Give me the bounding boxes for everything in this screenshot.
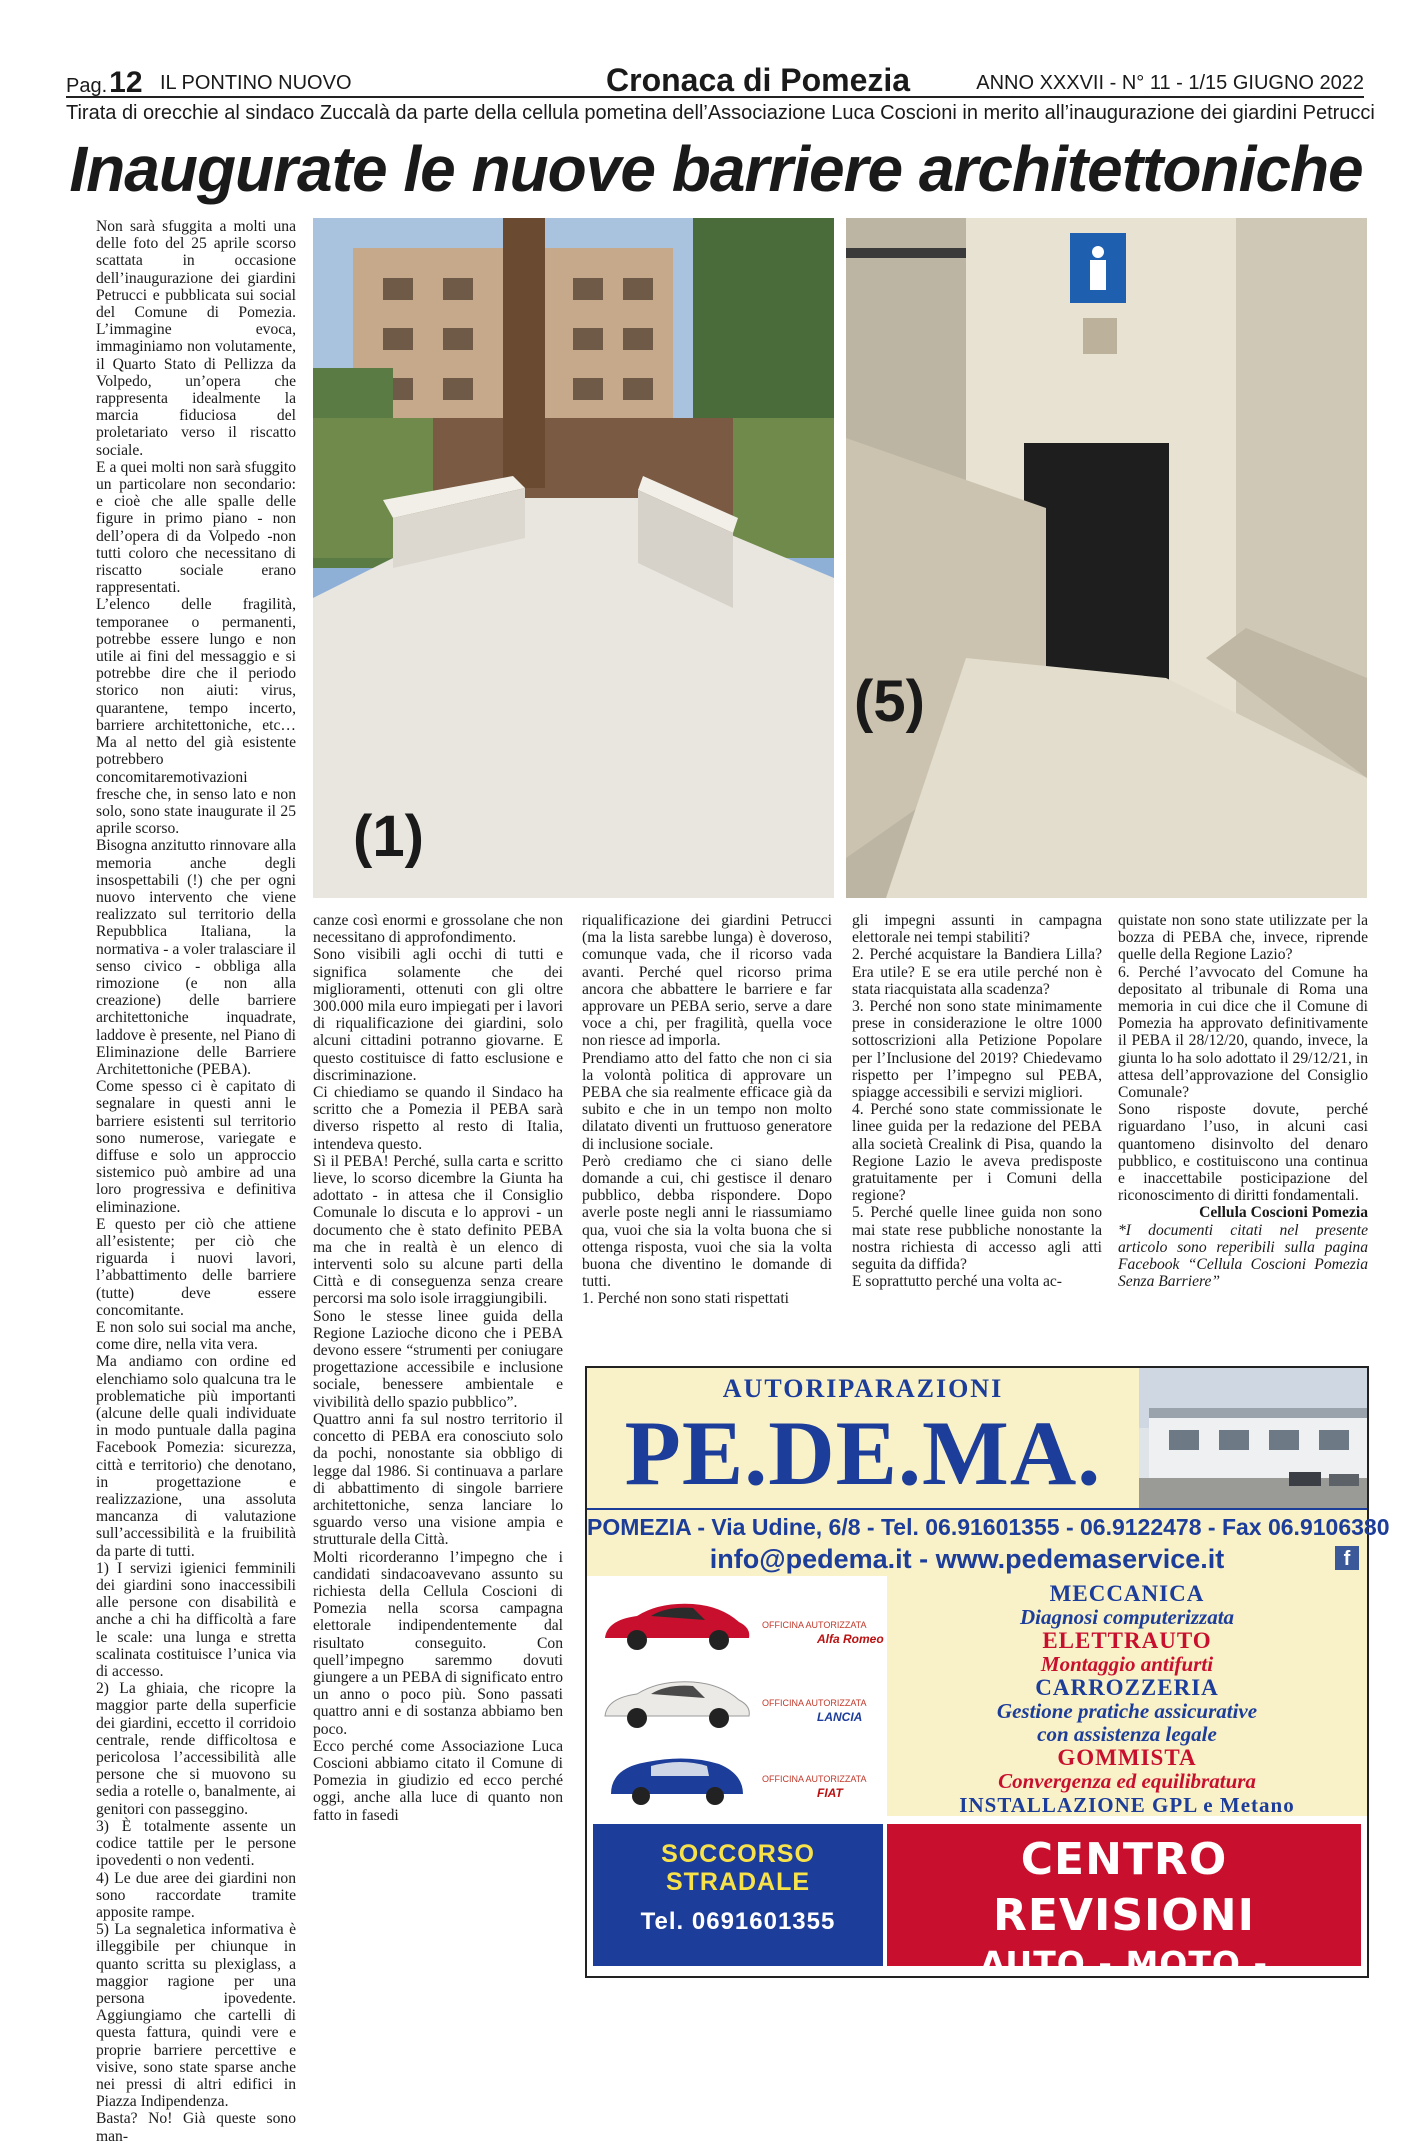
article-paragraph: 5. Perché quelle linee guida non sono mai state rese pubbliche nonostante la nostra richiesta di accesso agli atti seguita da diffida? [852, 1204, 1102, 1274]
section-title: Cronaca di Pomezia [606, 62, 911, 98]
ad-brand-name: PE.DE.MA. [624, 1402, 1102, 1504]
article-footnote: *I documenti citati nel presente articolo sono reperibili sulla pagina Facebook “Cellula Coscioni Pomezia Senza Barriere” [1118, 1221, 1368, 1291]
photo-5-label: (5) [854, 669, 925, 734]
article-signature: Cellula Coscioni Pomezia [1199, 1204, 1368, 1222]
article-paragraph: Molti ricorderanno l’impegno che i candidati sindacoavevano assunto su richiesta della Cellula Coscioni di Pomezia nella scorsa campagna elettorale indipendentemente dal risultato conseguito. Con quell’impegno saremmo dovuti giungere a un PEBA di significato entro un anno o poco più. Sono passati quattro anni e di sostanza abbiamo ben poco. [313, 1548, 563, 1738]
photo-garden-path [313, 218, 834, 898]
article-paragraph: 3) È totalmente assente un codice tattile per le persone ipovedenti o non vedenti. [96, 1817, 296, 1870]
article-paragraph: 2. Perché acquistare la Bandiera Lilla? Era utile? E se era utile perché non è stata riacquistata alla scadenza? [852, 946, 1102, 998]
article-paragraph: Però crediamo che ci siano delle domande a cui, chi gestisce il denaro pubblico, debba rispondere. Dopo averle poste negli anni le riassumiamo qua, vuoi che sia la volta buona che si ottenga risposta, vuoi che sia la volta buona che diventino le domande di tutti. [582, 1152, 832, 1291]
ad-subtitle: AUTORIPARAZIONI [722, 1374, 1004, 1403]
page-number-label: Pag.12 [66, 66, 143, 99]
centro-revisioni-title: CENTRO REVISIONI [992, 1834, 1256, 1941]
article-paragraph: gli impegni assunti in campagna elettorale nei tempi stabiliti? [852, 912, 1102, 947]
service-carrozzeria: CARROZZERIA [1035, 1675, 1219, 1700]
article-paragraph: Basta? No! Già queste sono man- [96, 2110, 296, 2145]
white-car-icon [597, 1672, 757, 1732]
article-paragraph: Sono risposte dovute, perché riguardano l’uso, in alcuni casi quantomeno disinvolto del denaro pubblico, e costituiscono una continua e inaccettabile posticipazione del riconoscimento di diritti fondamentali. [1118, 1101, 1368, 1205]
article-paragraph: Ci chiediamo se quando il Sindaco ha scritto che a Pomezia il PEBA sarà diverso rispetto al resto di Italia, intendeva questo. [313, 1084, 563, 1153]
article-paragraph: 4) Le due aree dei giardini non sono raccordate tramite apposite rampe. [96, 1869, 296, 1921]
ad-address-phone: POMEZIA - Via Udine, 6/8 - Tel. 06.91601355 - 06.9122478 - Fax 06.9106380 [587, 1514, 1390, 1540]
service-elettrauto: ELETTRAUTO [1042, 1628, 1212, 1653]
article-kicker: Tirata di orecchie al sindaco Zuccalà da parte della cellula pometina dell’Associazione Luca Coscioni in merito all’inaugurazione dei giardini Petrucci [66, 102, 1375, 124]
article-paragraph: 1. Perché non sono stati rispettati [582, 1290, 790, 1308]
article-paragraph: canze così enormi e grossolane che non necessitano di approfondimento. [313, 912, 563, 947]
article-column-2 [313, 912, 563, 1824]
alfa-romeo-brand: Alfa Romeo [817, 1632, 884, 1646]
soccorso-line-1: SOCCORSO [661, 1840, 815, 1868]
building-image [1139, 1368, 1367, 1508]
service-carrozzeria-desc: Gestione pratiche assicurative [996, 1699, 1258, 1723]
fiat-officina-label: OFFICINA AUTORIZZATA [762, 1774, 867, 1784]
centro-revisioni-vehicles: AUTO - MOTO - SCOOTER [979, 1944, 1269, 2023]
ad-contact-block [587, 1508, 1390, 1576]
soccorso-stradale-box [593, 1824, 883, 1966]
article-paragraph: L’elenco delle fragilità, temporanee o permanenti, potrebbe essere lungo e non utile ai fini del messaggio e si potrebbe dire che il periodo storico non aiuti: virus, quarantene, tempo incerto, barriere architettoniche, etc… Ma al netto del già esistente potrebbero concomitaremotivazioni fresche che, in senso lato e non solo, sono state inaugurate il 25 aprile scorso. [96, 596, 296, 838]
article-paragraph: 3. Perché non sono state minimamente prese in considerazione le oltre 1000 sottoscrizioni alla Petizione Popolare per l’Inclusione del 2019? Chiedevamo rispetto per l’impegno sul PEBA, spiagge accessibili e servizi migliori. [852, 998, 1102, 1102]
service-gommista-desc: Convergenza ed equilibratura [998, 1769, 1256, 1793]
page-number: 12 [109, 66, 143, 99]
ad-dealer-cars [587, 1576, 887, 1816]
ad-building-photo [1139, 1368, 1367, 1508]
article-paragraph: Quattro anni fa sul nostro territorio il concetto di PEBA era conosciuto solo da pochi, nonostante sia obbligo di legge dal 1986. Si continuava a parlare di abbattimento di singole barriere architettoniche, senza lanciare lo sguardo verso una visione ampia e strutturale della Città. [313, 1410, 563, 1549]
page-header [66, 62, 1364, 98]
pedema-advertisement [585, 1366, 1390, 2023]
article-paragraph: Ecco perché come Associazione Luca Coscioni abbiamo citato il Comune di Pomezia in giudizio ed ecco perché oggi, anche alla luce di quanto non fatto in fasedi [313, 1737, 563, 1824]
article-paragraph: riqualificazione dei giardini Petrucci (ma la lista sarebbe lunga) è doveroso, comunque vada, che il ricorso vada avanti. Perché quel ricorso prima ancora che abbattere le barriere e far approvare un PEBA serio, serve a dare voce a chi, per fragilità, quella voce non riesce ad imporla. [582, 912, 832, 1050]
service-elettrauto-desc: Montaggio antifurti [1040, 1652, 1214, 1676]
article-paragraph: 5) La segnaletica informativa è illeggibile per chiunque in quanto scritta su plexiglass, a maggior ragione per una persona ipovedente. Aggiungiamo che cartelli di questa fattura, quindi vere e proprie barriere percettive e visive, sono state sparse anche nei pressi di altri edifici in Piazza Indipendenza. [96, 1921, 296, 2111]
service-gommista: GOMMISTA [1057, 1745, 1197, 1770]
stairway-image [846, 218, 1367, 898]
garden-path-image [313, 218, 834, 898]
newspaper-name: IL PONTINO NUOVO [160, 72, 352, 94]
article-column-4 [852, 912, 1102, 1290]
red-car-icon [597, 1594, 757, 1654]
article-paragraph: 2) La ghiaia, che ricopre la maggior parte della superficie dei giardini, eccetto il corridoio centrale, rende difficoltosa e pericolosa l’accessibilità alle persone che si muovono su sedia a rotelle o, banalmente, ai genitori con passeggino. [96, 1680, 296, 1818]
article-paragraph: 6. Perché l’avvocato del Comune ha depositato al tribunale di Roma una memoria in cui dice che il Comune di Pomezia ha approvato definitivamente il PEBA il 28/12/20, quando, invece, la giunta lo ha solo adottato il 29/12/21, in attesa dell’approvazione del Consiglio Comunale? [1118, 963, 1368, 1102]
article-paragraph: Prendiamo atto del fatto che non ci sia la volontà politica di approvare un PEBA che sia realmente efficace già da subito e che in un tempo non molto dilatato diventi un fruttuoso generatore di inclusione sociale. [582, 1049, 832, 1153]
service-carrozzeria-desc-2: con assistenza legale [1037, 1722, 1217, 1746]
article-paragraph: Non sarà sfuggita a molti una delle foto del 25 aprile scorso scattata in occasione dell’inaugurazione dei giardini Petrucci e pubblicata sui social del Comune di Pomezia. L’immagine evoca, immaginiamo non volutamente, il Quarto Stato di Pellizza da Volpedo, un’opera che rappresenta idealmente la marcia fiduciosa del proletariato verso il riscatto sociale. [96, 218, 296, 459]
fiat-brand: FIAT [817, 1786, 843, 1800]
article-column-5 [1118, 912, 1368, 1290]
article-column-1 [96, 218, 296, 2145]
article-paragraph: Bisogna anzitutto rinnovare alla memoria anche degli insospettabili (!) che per ogni nuovo intervento che viene realizzato sul territorio della Repubblica Italiana, la normativa - a voler tralasciare il senso civico - obbliga alla rimozione (e non alla creazione) delle barriere architettoniche inquadrate, laddove è presente, nel Piano di Eliminazione delle Barriere Architettoniche (PEBA). [96, 837, 296, 1078]
soccorso-line-2: STRADALE [665, 1868, 811, 1896]
ad-services-list [887, 1576, 1367, 1816]
article-paragraph: 4. Perché sono state commissionate le linee guida per la redazione del PEBA alla società Crealink di Pisa, quando la Regione Lazio le aveva predisposte gratuitamente per i Comuni della regione? [852, 1101, 1102, 1205]
facebook-icon[interactable]: f [1335, 1546, 1359, 1570]
article-paragraph: E questo per ciò che attiene all’esistente; per ciò che riguarda i nuovi lavori, l’abbattimento delle barriere (tutte) deve essere concomitante. [96, 1215, 296, 1319]
article-paragraph: E non solo sui social ma anche, come dire, nella vita vera. [96, 1319, 296, 1354]
photo-1-label: (1) [353, 804, 424, 869]
lancia-officina-label: OFFICINA AUTORIZZATA [762, 1698, 867, 1708]
ad-email-website[interactable]: info@pedema.it - www.pedemaservice.it [709, 1544, 1225, 1574]
article-paragraph: E a quei molti non sarà sfuggito un particolare non secondario: e cioè che alle spalle delle figure in primo piano - non dell’opera di da Volpedo -non tutti coloro che necessitano di riscatto sociale erano rappresentati. [96, 458, 296, 597]
article-paragraph: quistate non sono state utilizzate per la bozza di PEBA che, invece, riprende quelle della Regione Lazio? [1118, 912, 1368, 964]
issue-info: ANNO XXXVII - N° 11 - 1/15 GIUGNO 2022 [976, 72, 1364, 94]
article-paragraph: Sono le stesse linee guida della Regione Lazioche dicono che i PEBA devono essere “strumenti per coniugare progettazione accessibile e inclusione sociale, benessere ambientale e vivibilità dello spazio pubblico”. [313, 1307, 563, 1411]
photo-stairway [846, 218, 1367, 898]
article-paragraph: 1) I servizi igienici femminili dei giardini sono inaccessibili alle persone con disabilità e anche a chi ha difficoltà a fare le scale: una lunga e stretta scalinata costituisce l’unica via di accesso. [96, 1559, 296, 1681]
article-paragraph: Sono visibili agli occhi di tutti e significa solamente che dei miglioramenti, ottenuti con gli oltre 300.000 mila euro impiegati per i lavori di riqualificazione dei giardini, solo alcuni cittadini potranno giovarne. E questo costituisce di fatto esclusione e discriminazione. [313, 946, 563, 1084]
ad-brand-block [587, 1368, 1139, 1508]
service-installazione: INSTALLAZIONE GPL e Metano [959, 1793, 1295, 1817]
article-paragraph: E soprattutto perché una volta ac- [852, 1273, 1062, 1291]
article-paragraph: Come spesso ci è capitato di segnalare in questi anni le barriere esistenti sul territorio sono numerose, variegate e diffuse e solo un approccio sistemico può ambire ad una loro progressiva e definitiva eliminazione. [96, 1078, 296, 1216]
soccorso-phone[interactable]: Tel. 0691601355 [640, 1908, 836, 1935]
service-meccanica: MECCANICA [1049, 1581, 1205, 1606]
article-title: Inaugurate le nuove barriere architettoniche [69, 133, 1363, 205]
lancia-brand: LANCIA [817, 1710, 863, 1724]
article-paragraph: Ma andiamo con ordine ed elenchiamo solo qualcuna tra le problematiche più importanti (alcune delle quali individuate in modo puntuale dalla pagina Facebook Pomezia: sicurezza, città e territorio) che denotano, in progettazione e realizzazione, una assoluta mancanza di valutazione sull’accessibilità e la fruibilità da parte di tutti. [96, 1353, 296, 1560]
service-meccanica-desc: Diagnosi computerizzata [1019, 1605, 1235, 1629]
article-paragraph: Sì il PEBA! Perché, sulla carta e scritto lieve, lo scorso dicembre la Giunta ha adottato - in attesa che il Consiglio Comunale lo discuta e lo approvi - un documento che è stato definito PEBA ma che in realtà è un elenco di interventi solo su alcune parti della Città e di conseguenza senza creare percorsi ma solo isole irraggiungibili. [313, 1152, 563, 1308]
alfa-officina-label: OFFICINA AUTORIZZATA [762, 1620, 867, 1630]
article-column-3 [582, 912, 832, 1308]
blue-car-icon [597, 1748, 757, 1808]
centro-revisioni-box [887, 1824, 1361, 2023]
